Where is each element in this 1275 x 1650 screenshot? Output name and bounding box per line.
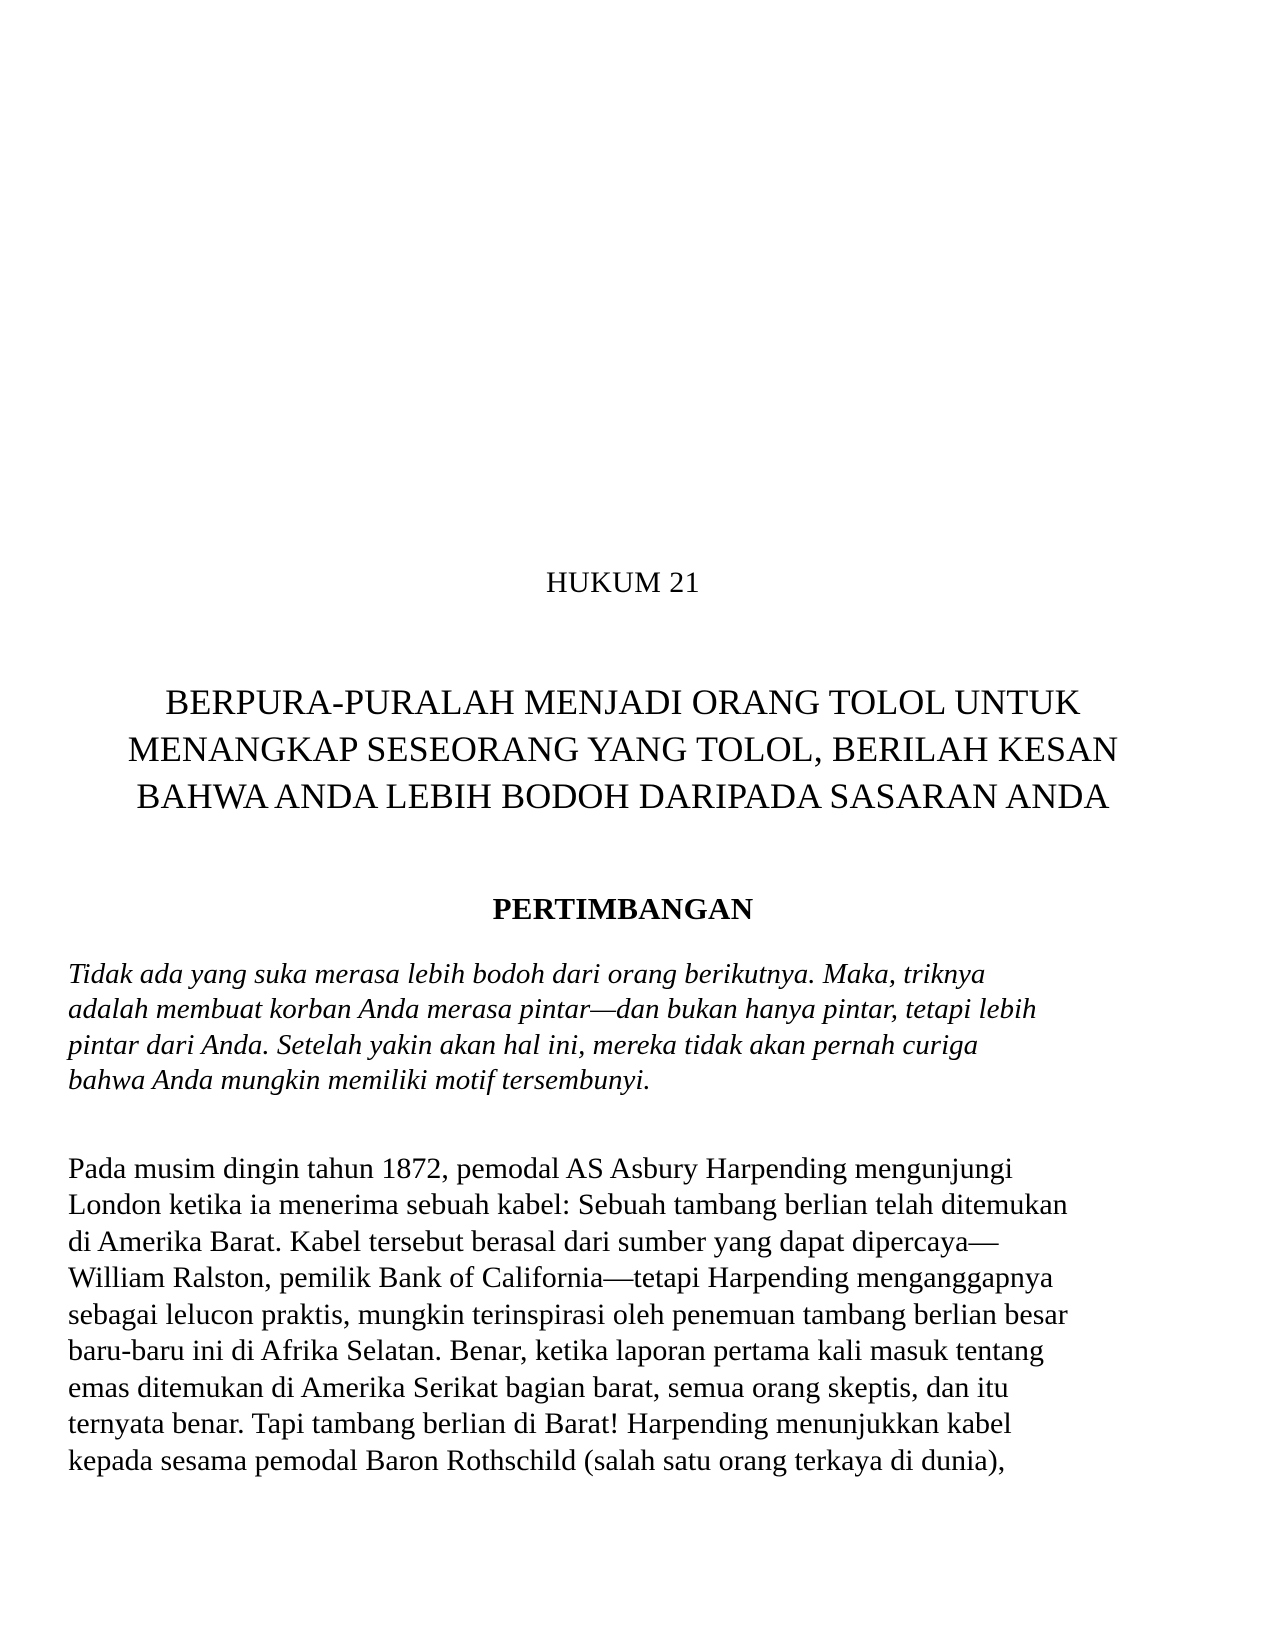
spacer-after-epigraph: [68, 1099, 1178, 1151]
body-line-2: London ketika ia menerima sebuah kabel: Sebuah tambang berlian telah ditemukan: [68, 1188, 1068, 1222]
body-paragraph: [68, 1151, 1178, 1480]
spacer-after-section-heading: [68, 927, 1178, 957]
law-title-line-2: MENANGKAP SESEORANG YANG TOLOL, BERILAH KESAN: [127, 728, 1119, 769]
section-heading-pertimbangan: PERTIMBANGAN: [492, 890, 754, 926]
body-line-1: Pada musim dingin tahun 1872, pemodal AS Asbury Harpending mengunjungi: [68, 1151, 1013, 1185]
page-content: [68, 0, 1178, 1479]
body-line-3: di Amerika Barat. Kabel tersebut berasal dari sumber yang dapat dipercaya—: [68, 1224, 999, 1258]
top-margin-spacer: [68, 0, 1178, 566]
body-line-5: sebagai lelucon praktis, mungkin terinspirasi oleh penemuan tambang berlian besar: [68, 1297, 1068, 1331]
law-title: [68, 679, 1178, 820]
body-line-6: baru-baru ini di Afrika Selatan. Benar, ketika laporan pertama kali masuk tentang: [68, 1334, 1044, 1368]
epigraph-line-2: adalah membuat korban Anda merasa pintar—dan bukan hanya pintar, tetapi lebih: [68, 993, 1037, 1026]
law-title-line-3: BAHWA ANDA LEBIH BODOH DARIPADA SASARAN ANDA: [136, 775, 1110, 816]
spacer-after-chapter-number: [68, 601, 1178, 679]
epigraph-line-1: Tidak ada yang suka merasa lebih bodoh dari orang berikutnya. Maka, triknya: [68, 957, 986, 990]
epigraph-line-4: bahwa Anda mungkin memiliki motif tersembunyi.: [68, 1064, 651, 1097]
body-line-8: ternyata benar. Tapi tambang berlian di Barat! Harpending menunjukkan kabel: [68, 1407, 1012, 1441]
chapter-number: HUKUM 21: [545, 566, 701, 599]
epigraph-block: [68, 957, 1178, 1099]
epigraph-line-3: pintar dari Anda. Setelah yakin akan hal ini, mereka tidak akan pernah curiga: [68, 1028, 979, 1061]
spacer-after-law-title: [68, 820, 1178, 890]
body-line-9: kepada sesama pemodal Baron Rothschild (salah satu orang terkaya di dunia),: [68, 1443, 1006, 1477]
law-title-line-1: BERPURA-PURALAH MENJADI ORANG TOLOL UNTUK: [165, 681, 1081, 722]
body-line-4: William Ralston, pemilik Bank of California—tetapi Harpending menganggapnya: [68, 1261, 1054, 1295]
body-line-7: emas ditemukan di Amerika Serikat bagian barat, semua orang skeptis, dan itu: [68, 1370, 1009, 1404]
